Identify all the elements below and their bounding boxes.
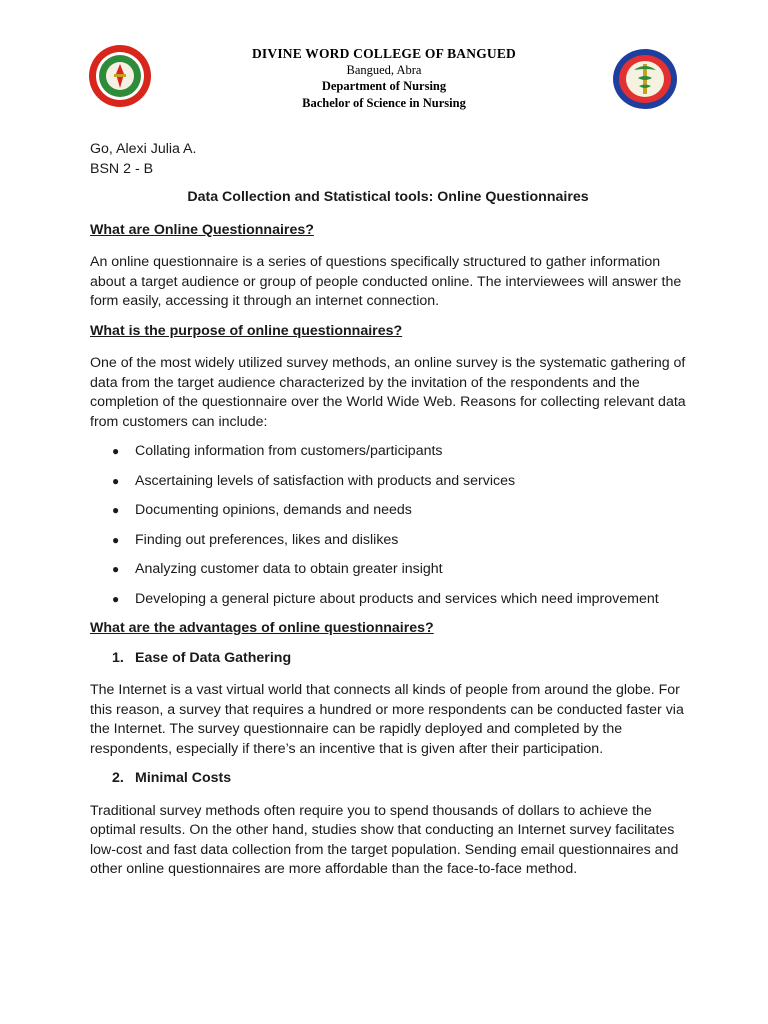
document-title: Data Collection and Statistical tools: Online Questionnaires	[187, 189, 589, 205]
bullet-icon: ●	[112, 532, 120, 547]
reasons-list	[90, 442, 686, 609]
author-name: Go, Alexi Julia A.	[90, 141, 197, 157]
college-name: DIVINE WORD COLLEGE OF BANGUED	[251, 46, 517, 61]
list-item: ● Documenting opinions, demands and needs	[90, 501, 686, 521]
bullet-icon: ●	[112, 503, 120, 517]
program-name: Bachelor of Science in Nursing	[302, 96, 466, 110]
heading-purpose: What is the purpose of online questionnaires?	[90, 322, 403, 339]
bullet-icon: ●	[112, 473, 120, 488]
list-item: ● Finding out preferences, likes and dislikes	[90, 531, 686, 551]
list-item: ● Developing a general picture about products and services which need improvement	[90, 590, 686, 610]
advantage-title-1: 1. Ease of Data Gathering	[112, 649, 292, 666]
bullet-icon: ●	[112, 444, 120, 458]
nursing-seal-logo	[612, 48, 678, 110]
advantage-body-1: The Internet is a vast virtual world that connects all kinds of people from around the globe. For this reason, a survey that requires a hundred or more respondents can be conducted faster via the Internet. The survey questionnaire can be rapidly deployed and completed by the respondents, especially if there’s an incentive that is given after their participation.	[90, 682, 684, 757]
advantage-title-2: 2. Minimal Costs	[112, 770, 232, 786]
bullet-icon: ●	[112, 591, 120, 606]
letterhead	[0, 0, 768, 130]
letterhead-text	[184, 45, 584, 112]
advantage-body-2: Traditional survey methods often require you to spend thousands of dollars to achieve the optimal results. On the other hand, studies show that conducting an Internet survey facilitates low-cost and fast data collection from the target population. Sending email questionnaires and other online questionnaires are more affordable than the face-to-face method.	[90, 802, 679, 877]
list-item: ● Ascertaining levels of satisfaction with products and services	[90, 472, 686, 492]
author-section: BSN 2 - B	[90, 160, 154, 177]
paragraph-purpose: One of the most widely utilized survey methods, an online survey is the systematic gathering of data from the target audience characterized by the invitation of the respondents and the completion of the questionnaire over the World Wide Web. Reasons for collecting relevant data from customers can include:	[90, 355, 686, 430]
college-town: Bangued, Abra	[346, 63, 422, 77]
paragraph-what: An online questionnaire is a series of questions specifically structured to gather information about a target audience or group of people conducted online. The interviewees will answer the form easily, accessing it through an internet connection.	[90, 254, 682, 309]
list-item: ● Collating information from customers/participants	[90, 442, 686, 462]
heading-what: What are Online Questionnaires?	[90, 221, 314, 238]
bullet-icon: ●	[112, 562, 120, 576]
college-seal-logo	[88, 44, 152, 108]
department-name: Department of Nursing	[321, 79, 447, 93]
document-body	[90, 140, 686, 880]
heading-advantages: What are the advantages of online questionnaires?	[90, 620, 434, 636]
list-item: ● Analyzing customer data to obtain greater insight	[90, 560, 686, 580]
